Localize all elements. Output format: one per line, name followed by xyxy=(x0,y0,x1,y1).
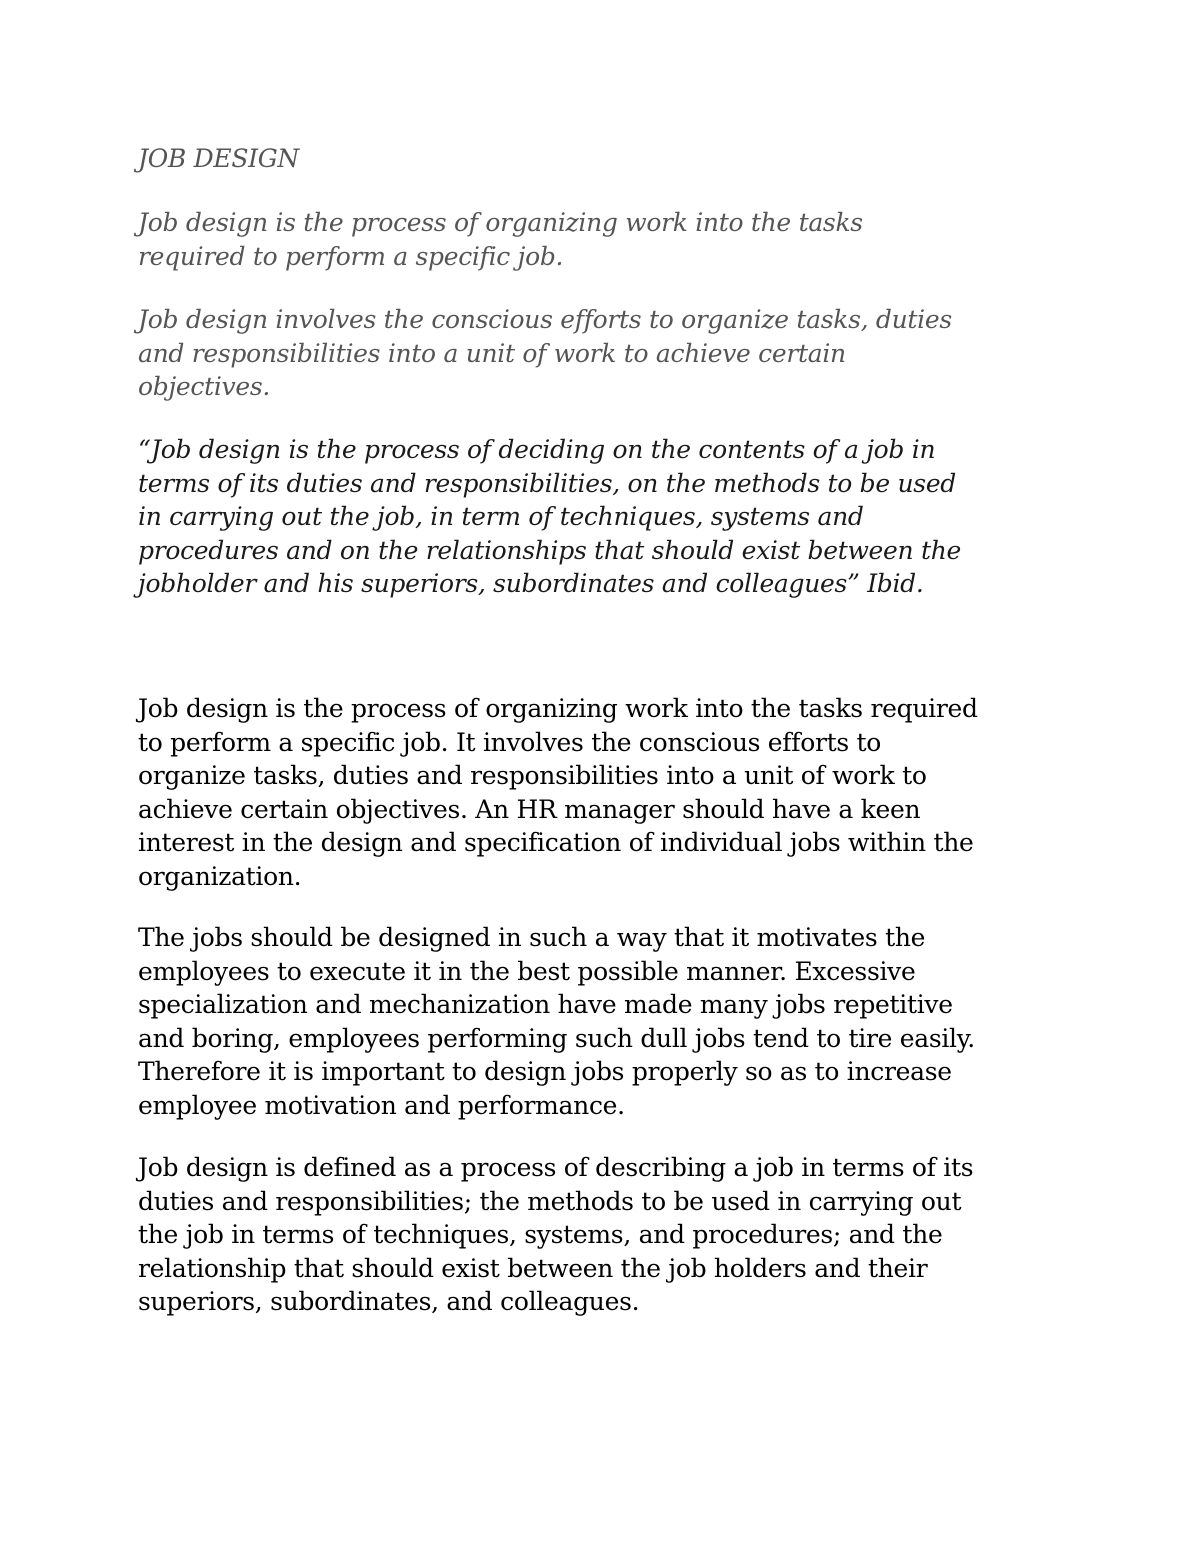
intro-paragraph-1: Job design is the process of organizing work into the tasks required to perform a specific job. xyxy=(138,208,863,271)
page-heading: JOB DESIGN xyxy=(138,144,299,173)
body-paragraph-3: Job design is defined as a process of describing a job in terms of its duties and responsibilities; the methods to be used in carrying out the job in terms of techniques, systems, and procedures; and the relationship that should exist between the job holders and their superiors, subordinates, and colleagues. xyxy=(138,1153,974,1316)
intro-paragraph-2: Job design involves the conscious efforts to organize tasks, duties and responsibilities into a unit of work to achieve certain objectives. xyxy=(138,305,952,401)
quote-paragraph: “Job design is the process of deciding on the contents of a job in terms of its duties and responsibilities, on the methods to be used in carrying out the job, in term of techniques, systems and procedures and on the relationships that should exist between the jobholder and his superiors, subordinates and colleagues” Ibid. xyxy=(138,435,962,598)
body-paragraph-2: The jobs should be designed in such a way that it motivates the employees to execute it in the best possible manner. Excessive specialization and mechanization have made many jobs repetitive and boring, employees performing such dull jobs tend to tire easily. Therefore it is important to design jobs properly so as to increase employee motivation and performance. xyxy=(138,923,975,1120)
body-paragraph-1: Job design is the process of organizing work into the tasks required to perform a specific job. It involves the conscious efforts to organize tasks, duties and responsibilities into a unit of work to achieve certain objectives. An HR manager should have a keen interest in the design and specification of individual jobs within the organization. xyxy=(138,694,978,891)
